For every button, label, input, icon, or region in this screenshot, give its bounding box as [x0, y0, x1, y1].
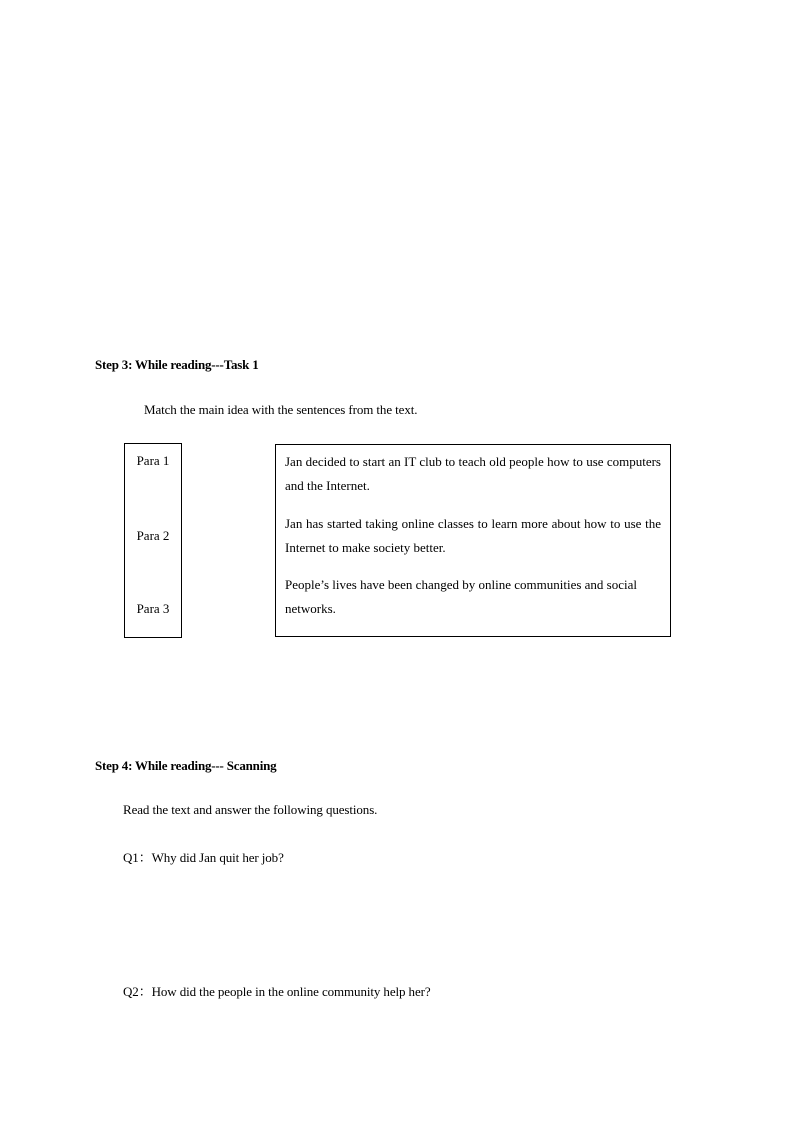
para-1-label: Para 1 [136, 453, 170, 468]
step3-instruction: Match the main idea with the sentences from the text. [144, 402, 418, 417]
para-3-label: Para 3 [136, 601, 170, 616]
para-2-label: Para 2 [136, 528, 170, 543]
sentence-1: Jan decided to start an IT club to teach old people how to use computers and the Internet. [285, 454, 661, 493]
sentence-3: People’s lives have been changed by online communities and social networks. [285, 577, 637, 616]
step4-instruction: Read the text and answer the following questions. [123, 802, 378, 817]
step3-heading: Step 3: While reading---Task 1 [95, 357, 259, 372]
question-2: Q2：How did the people in the online community help her? [123, 984, 431, 999]
sentence-2: Jan has started taking online classes to learn more about how to use the Internet to make society better. [285, 516, 661, 555]
sentence-box [275, 444, 671, 637]
para-label-box [124, 443, 182, 638]
step4-heading: Step 4: While reading--- Scanning [95, 758, 277, 773]
question-1: Q1：Why did Jan quit her job? [123, 850, 284, 865]
